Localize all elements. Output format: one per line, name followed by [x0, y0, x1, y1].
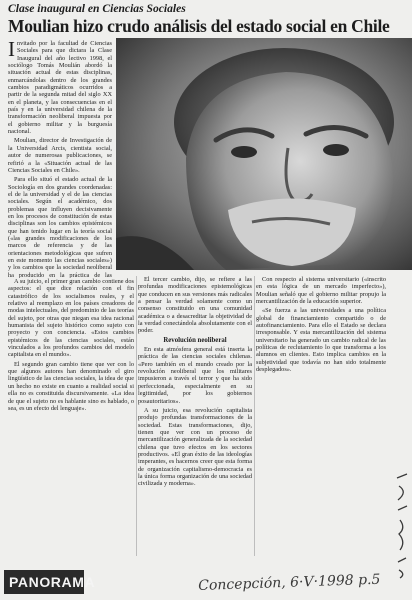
paragraph: Moulian, director de Investigación de la Universidad Arcis, cientista social, autor de numerosas publicaciones, se refirió a la «Situación actual de las Ciencias Sociales en Chile».: [8, 137, 112, 174]
paragraph: Para ello situó el estado actual de la Sociología en dos grandes coordenadas: el de la universidad y el de las ciencias sociales. Según el académico, dos problemas que influyen decisivamente en los procesos de constitución de estas disciplinas son los cambios epistémicos que han tenido lugar en la teoría social («las grandes modificaciones de los marcos de referencia y de las orientaciones metodológicas que sufren en este momento las ciencias sociales») y los cambios que la sociedad neoliberal ha producido en la práctica de las: [8, 176, 112, 278]
article-column-3: [256, 276, 386, 558]
section-subheading: Revolución neoliberal: [163, 336, 227, 344]
paragraph: A su juicio, esa revolución capitalista produjo profundas transformaciones de la sociedad. Estas transformaciones, dijo, tienen que ver con un proceso de mercantilización generalizada de la sociedad chilena que tuvo efectos en los sectores productivos. «El gran éxito de las ideologías imperantes, es hacernos creer que esta forma de organización capitalismo-democracia es la única forma organización de una sociedad civilizada y moderna».: [138, 406, 252, 488]
column-divider: [136, 276, 137, 556]
article-column-1-top: [8, 40, 112, 278]
column-divider: [254, 276, 255, 556]
section-name: PANORAMA: [9, 574, 96, 590]
article-kicker: Clase inaugural en Ciencias Sociales: [8, 2, 186, 15]
paragraph: En esta atmósfera general está inserta la práctica de las ciencias sociales chilenas. «Pero también en el mundo creado por la revolución neoliberal que los militares impusieron a través el terror y que ha sido perfeccionada, especialmente en su legitimidad, por los gobiernos posautoritarios».: [138, 346, 252, 405]
paragraph: A su juicio, el primer gran cambio contiene dos aspectos: el que dice relación con el fin catastrófico de los socialismos reales, y el relativo al reemplazo en los países creadores de modas intelectuales, del predominio de las teorías del sujeto, por otras que niegan esa idea racional humanista del sujeto histórico como sujeto con proyecto y con conciencia. «Estos cambios epistémicos de las ciencias sociales, están vinculados a los profundos cambios del modelo capitalista en el mundo».: [8, 278, 134, 359]
article-column-2: [138, 276, 252, 558]
paragraph: Con respecto al sistema universitario («inscrito en esta lógica de un mercado imperfecto»), Moulian señaló que el gobierno militar propujo la mercantilización de la educación superior.: [256, 276, 386, 306]
handwritten-date-note: Concepción, 6·V·1998 p.5: [198, 571, 381, 594]
paragraph: «Se fuerza a las universidades a una política global de financiamiento compartido o de autofinanciamiento. Para ello el Estado se declara irresponsable. Y esta mercantilización del sistema universitario ha generado un cambio radical de las políticas de reclutamiento lo que transforma a los alumnos en clientes. Esto implica cambios en la subjetividad que todavía no han sido totalmente desplegados».: [256, 307, 386, 374]
paragraph: El tercer cambio, dijo, se refiere a las profundas modificaciones epistemológicas que conducen en sus versiones más radicales a pensar la verdad solamente como un consenso constituido en una comunidad académica o a desacreditar la objetividad de la verdad conectándola absolutamente con el poder.: [138, 276, 252, 335]
handwritten-margin-scribble: [394, 470, 410, 580]
author-portrait-photo: [116, 38, 412, 270]
drop-cap: I: [8, 40, 15, 61]
article-column-1-bottom: [8, 278, 134, 556]
lead-paragraph: [8, 40, 112, 135]
portrait-photo-drawing: [116, 38, 412, 270]
article-headline: Moulian hizo crudo análisis del estado social en Chile: [8, 16, 390, 36]
lead-paragraph-text: nvitado por la facultad de Ciencias Sociales para que dictara la Clase Inaugural del año lectivo 1998, el sociólogo Tomás Moulián abordó la situación actual de estas disciplinas, enmarcándolas dentro de los grandes cambios paradigmáticos ocurridos a partir de la segunda mitad del siglo XX en el planeta, y las consecuencias en el país y en la universidad chilena de la transformación neoliberal impuesta por el gobierno militar y la burguesía nacional.: [8, 40, 112, 136]
paragraph: El segundo gran cambio tiene que ver con lo que algunos autores han denominado el giro lingüístico de las ciencias sociales, la idea de que un hecho no existe en cuanto a realidad social si ella no es constituida discursivamente. «La idea de que el sujeto no es hablante sino es hablado, o sea, es un efecto del lenguaje».: [8, 360, 134, 412]
